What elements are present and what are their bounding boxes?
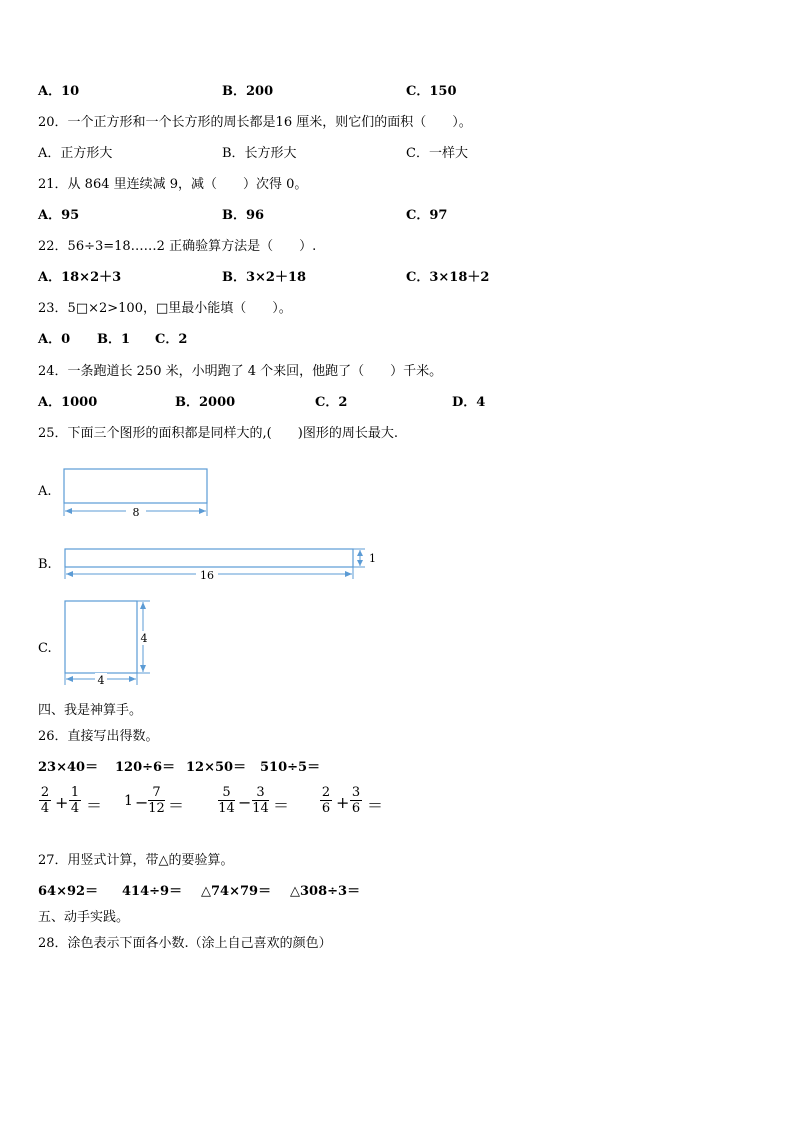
q23-option-a: A．0 xyxy=(38,332,71,347)
q23-option-b: B．1 xyxy=(97,332,131,347)
figure-b-label: B. xyxy=(38,557,52,572)
section-4-heading: 四、我是神算手。 xyxy=(38,703,143,718)
figure-c-label: C. xyxy=(38,641,52,656)
whole-number: 1 xyxy=(124,793,133,809)
q27-calc-3: △74×79＝ xyxy=(201,884,272,899)
minus-sign: − xyxy=(135,793,149,812)
equals-sign: ＝ xyxy=(168,796,185,815)
q21-text: 21．从 864 里连续减 9，减（ ）次得 0。 xyxy=(38,177,308,192)
q23-option-c: C．2 xyxy=(155,332,188,347)
figure-c-width-label: 4 xyxy=(97,674,105,687)
fraction: 3 14 xyxy=(252,785,269,816)
equals-sign: ＝ xyxy=(86,796,103,815)
fraction: 1 4 xyxy=(70,785,80,816)
q21-option-c: C．97 xyxy=(406,208,448,223)
q19-option-a: A．10 xyxy=(38,84,80,99)
figure-a-width-label: 8 xyxy=(132,506,140,519)
q23-text: 23．5□×2>100，□里最小能填（ ）。 xyxy=(38,301,292,316)
q28-text: 28．涂色表示下面各小数.（涂上自己喜欢的颜色） xyxy=(38,936,332,951)
q24-option-a: A．1000 xyxy=(38,395,98,410)
q21-option-a: A．95 xyxy=(38,208,80,223)
q26-text: 26．直接写出得数。 xyxy=(38,729,159,744)
q26-calc-3: 12×50＝ xyxy=(186,760,247,775)
fraction: 2 4 xyxy=(40,785,50,816)
plus-sign: + xyxy=(336,793,350,812)
section-5-heading: 五、动手实践。 xyxy=(38,910,130,925)
q27-calc-2: 414÷9＝ xyxy=(122,884,183,899)
fraction: 7 12 xyxy=(148,785,165,816)
q22-option-b: B．3×2＋18 xyxy=(222,270,307,285)
figure-b xyxy=(62,546,382,586)
q24-option-b: B．2000 xyxy=(175,395,236,410)
equals-sign: ＝ xyxy=(273,796,290,815)
fraction: 2 6 xyxy=(321,785,331,816)
figure-b-height-label: 1 xyxy=(369,552,376,565)
q21-option-b: B．96 xyxy=(222,208,265,223)
q20-option-c: C．一样大 xyxy=(406,146,468,161)
fraction: 3 6 xyxy=(351,785,361,816)
minus-sign: − xyxy=(238,793,252,812)
figure-c-height-label: 4 xyxy=(140,632,148,645)
q27-text: 27．用竖式计算，带△的要验算。 xyxy=(38,853,234,868)
q26-calc-4: 510÷5＝ xyxy=(260,760,321,775)
q22-option-a: A．18×2＋3 xyxy=(38,270,122,285)
equals-sign: ＝ xyxy=(367,796,384,815)
q20-text: 20．一个正方形和一个长方形的周长都是16 厘米，则它们的面积（ ）。 xyxy=(38,115,472,130)
figure-a xyxy=(60,466,215,526)
q22-text: 22．56÷3=18……2 正确验算方法是（ ）. xyxy=(38,239,317,254)
q26-calc-2: 120÷6＝ xyxy=(115,760,176,775)
figure-a-label: A. xyxy=(38,484,52,499)
fraction: 5 14 xyxy=(218,785,235,816)
q20-option-b: B．长方形大 xyxy=(222,146,297,161)
q24-option-d: D．4 xyxy=(452,395,486,410)
q19-option-c: C．150 xyxy=(406,84,457,99)
q19-option-b: B．200 xyxy=(222,84,274,99)
q20-option-a: A．正方形大 xyxy=(38,146,113,161)
q25-text: 25．下面三个图形的面积都是同样大的,( )图形的周长最大. xyxy=(38,426,398,441)
q27-calc-1: 64×92＝ xyxy=(38,884,99,899)
figure-b-width-label: 16 xyxy=(200,569,214,582)
figure-c xyxy=(62,598,162,690)
plus-sign: + xyxy=(55,793,69,812)
q24-option-c: C．2 xyxy=(315,395,348,410)
q24-text: 24．一条跑道长 250 米，小明跑了 4 个来回，他跑了（ ）千米。 xyxy=(38,364,443,379)
q26-calc-1: 23×40＝ xyxy=(38,760,99,775)
q22-option-c: C．3×18＋2 xyxy=(406,270,490,285)
q27-calc-4: △308÷3＝ xyxy=(290,884,361,899)
